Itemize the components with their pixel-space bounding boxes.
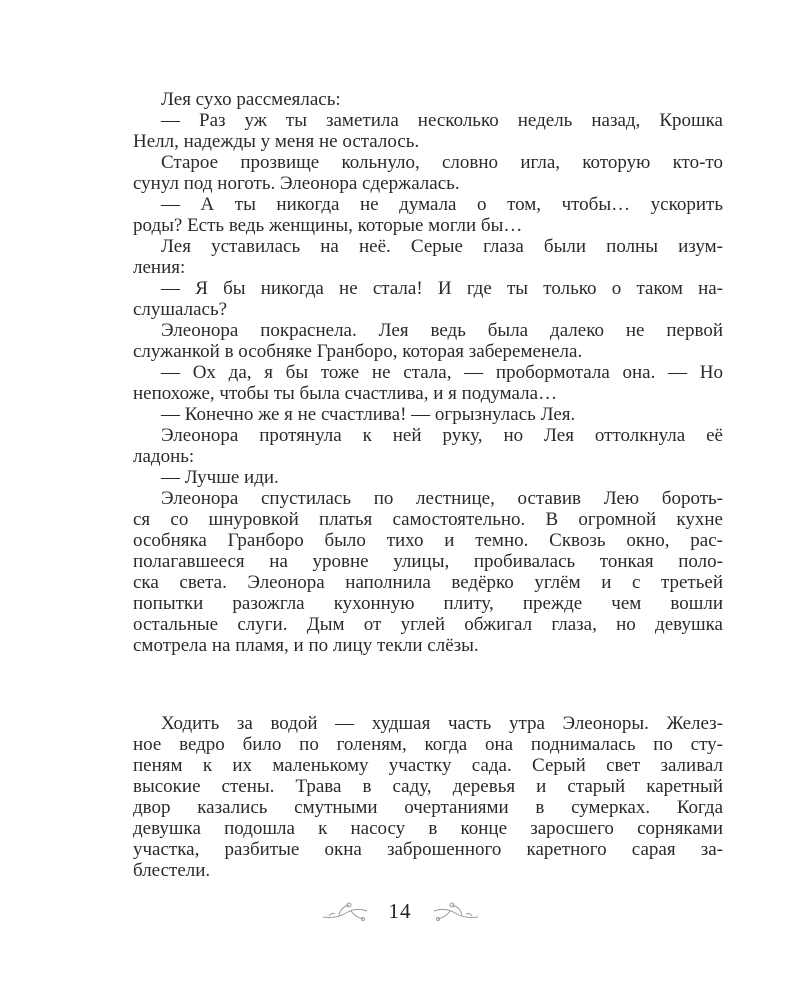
text-line: Элеонора протянула к ней руку, но Лея оттолкнула её bbox=[161, 425, 723, 446]
text-line: остальные слуги. Дым от углей обжигал глаза, но девушка bbox=[133, 614, 723, 635]
text-line: участка, разбитые окна заброшенного каретного сарая за- bbox=[133, 839, 723, 860]
text-line: смотрела на пламя, и по лицу текли слёзы. bbox=[133, 635, 479, 656]
text-line: — А ты никогда не думала о том, чтобы… ускорить bbox=[161, 194, 723, 215]
text-line: Лея сухо рассмеялась: bbox=[161, 89, 341, 110]
page-body bbox=[133, 89, 723, 881]
text-line: ления: bbox=[133, 257, 186, 278]
text-line: сунул под ноготь. Элеонора сдержалась. bbox=[133, 173, 460, 194]
text-line: служанкой в особняке Гранборо, которая забеременела. bbox=[133, 341, 583, 362]
text-line: высокие стены. Трава в саду, деревья и старый каретный bbox=[133, 776, 723, 797]
text-line: — Конечно же я не счастлива! — огрызнулась Лея. bbox=[161, 404, 576, 425]
text-line: попытки разожгла кухонную плиту, прежде чем вошли bbox=[133, 593, 723, 614]
text-line: — Ох да, я бы тоже не стала, — пробормотала она. — Но bbox=[161, 362, 723, 383]
text-line: ся со шнуровкой платья самостоятельно. В огромной кухне bbox=[133, 509, 723, 530]
text-line: Ходить за водой — худшая часть утра Элеоноры. Желез- bbox=[161, 713, 723, 734]
text-line: пеням к их маленькому участку сада. Серый свет заливал bbox=[133, 755, 723, 776]
text-line: блестели. bbox=[133, 860, 211, 881]
text-line: Старое прозвище кольнуло, словно игла, которую кто-то bbox=[161, 152, 723, 173]
text-line: непохоже, чтобы ты была счастлива, и я подумала… bbox=[133, 383, 558, 404]
section-break bbox=[133, 656, 723, 713]
page-number: 14 bbox=[388, 899, 412, 923]
text-block-2 bbox=[133, 713, 723, 881]
text-line: роды? Есть ведь женщины, которые могли бы… bbox=[133, 215, 523, 236]
page-footer bbox=[0, 899, 800, 924]
text-block-1 bbox=[133, 89, 723, 656]
text-line: ска света. Элеонора наполнила ведёрко углём и с третьей bbox=[133, 572, 723, 593]
text-line: девушка подошла к насосу в конце заросшего сорняками bbox=[133, 818, 723, 839]
text-line: Элеонора спустилась по лестнице, оставив Лею бороть- bbox=[161, 488, 723, 509]
text-line: ладонь: bbox=[133, 446, 195, 467]
text-line: Элеонора покраснела. Лея ведь была далеко не первой bbox=[161, 320, 723, 341]
text-line: Лея уставилась на неё. Серые глаза были полны изум- bbox=[161, 236, 723, 257]
text-line: слушалась? bbox=[133, 299, 228, 320]
text-line: особняка Гранборо было тихо и темно. Сквозь окно, рас- bbox=[133, 530, 723, 551]
text-line: ное ведро било по голеням, когда она поднималась по сту- bbox=[133, 734, 723, 755]
text-line: — Я бы никогда не стала! И где ты только о таком на- bbox=[161, 278, 723, 299]
text-line: двор казались смутными очертаниями в сумерках. Когда bbox=[133, 797, 723, 818]
text-line: — Раз уж ты заметила несколько недель назад, Крошка bbox=[161, 110, 723, 131]
floral-ornament-right-icon bbox=[430, 901, 480, 923]
floral-ornament-left-icon bbox=[321, 901, 371, 923]
text-line: — Лучше иди. bbox=[161, 467, 279, 488]
text-line: Нелл, надежды у меня не осталось. bbox=[133, 131, 420, 152]
text-line: полагавшееся на уровне улицы, пробивалась тонкая поло- bbox=[133, 551, 723, 572]
